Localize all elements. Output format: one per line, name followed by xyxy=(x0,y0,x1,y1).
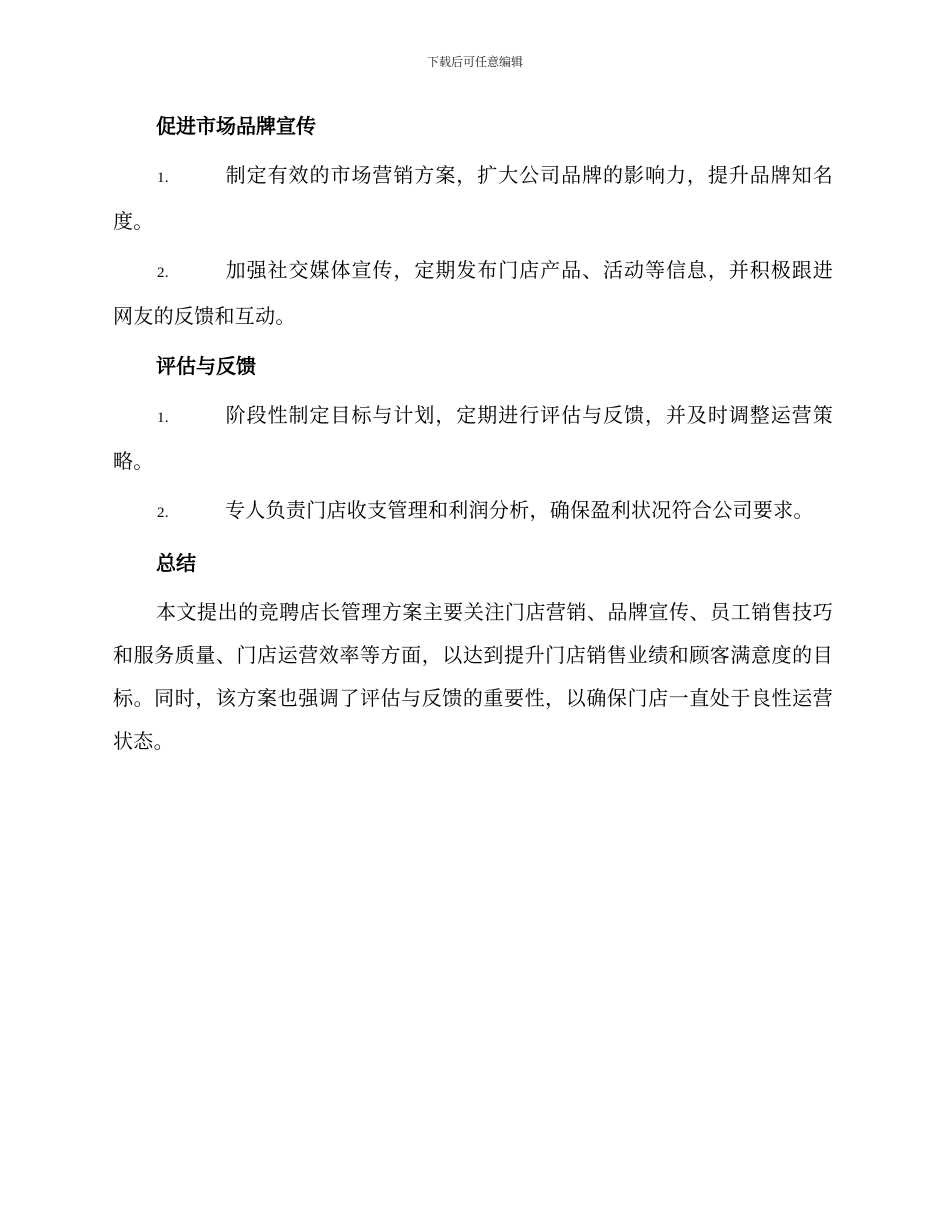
list-item xyxy=(113,154,833,243)
list-item-text: 制定有效的市场营销方案，扩大公司品牌的影响力，提升品牌知名度。 xyxy=(113,163,833,233)
list-number: 2. xyxy=(157,505,169,521)
list-item-text: 专人负责门店收支管理和利润分析，确保盈利状况符合公司要求。 xyxy=(225,498,814,522)
list-number: 1. xyxy=(157,170,169,186)
section-evaluation-feedback xyxy=(113,344,833,535)
list-number: 2. xyxy=(157,265,169,281)
document-body xyxy=(113,104,833,763)
section-summary xyxy=(113,541,833,763)
list-item-text: 阶段性制定目标与计划，定期进行评估与反馈，并及时调整运营策略。 xyxy=(113,403,833,473)
section-heading: 评估与反馈 xyxy=(156,354,256,378)
page-header: 下载后可任意编辑 xyxy=(426,55,523,69)
list-item xyxy=(113,489,833,535)
section-heading: 促进市场品牌宣传 xyxy=(156,114,316,138)
summary-paragraph: 本文提出的竞聘店长管理方案主要关注门店营销、品牌宣传、员工销售技巧和服务质量、门店运营效率等方面，以达到提升门店销售业绩和顾客满意度的目标。同时，该方案也强调了评估与反馈的重要性，以确保门店一直处于良性运营状态。 xyxy=(113,600,833,753)
list-number: 1. xyxy=(157,410,169,426)
list-item xyxy=(113,394,833,483)
list-item-text: 加强社交媒体宣传，定期发布门店产品、活动等信息，并积极跟进网友的反馈和互动。 xyxy=(113,258,833,328)
section-brand-promotion xyxy=(113,104,833,338)
section-heading: 总结 xyxy=(156,551,196,575)
list-item xyxy=(113,249,833,338)
